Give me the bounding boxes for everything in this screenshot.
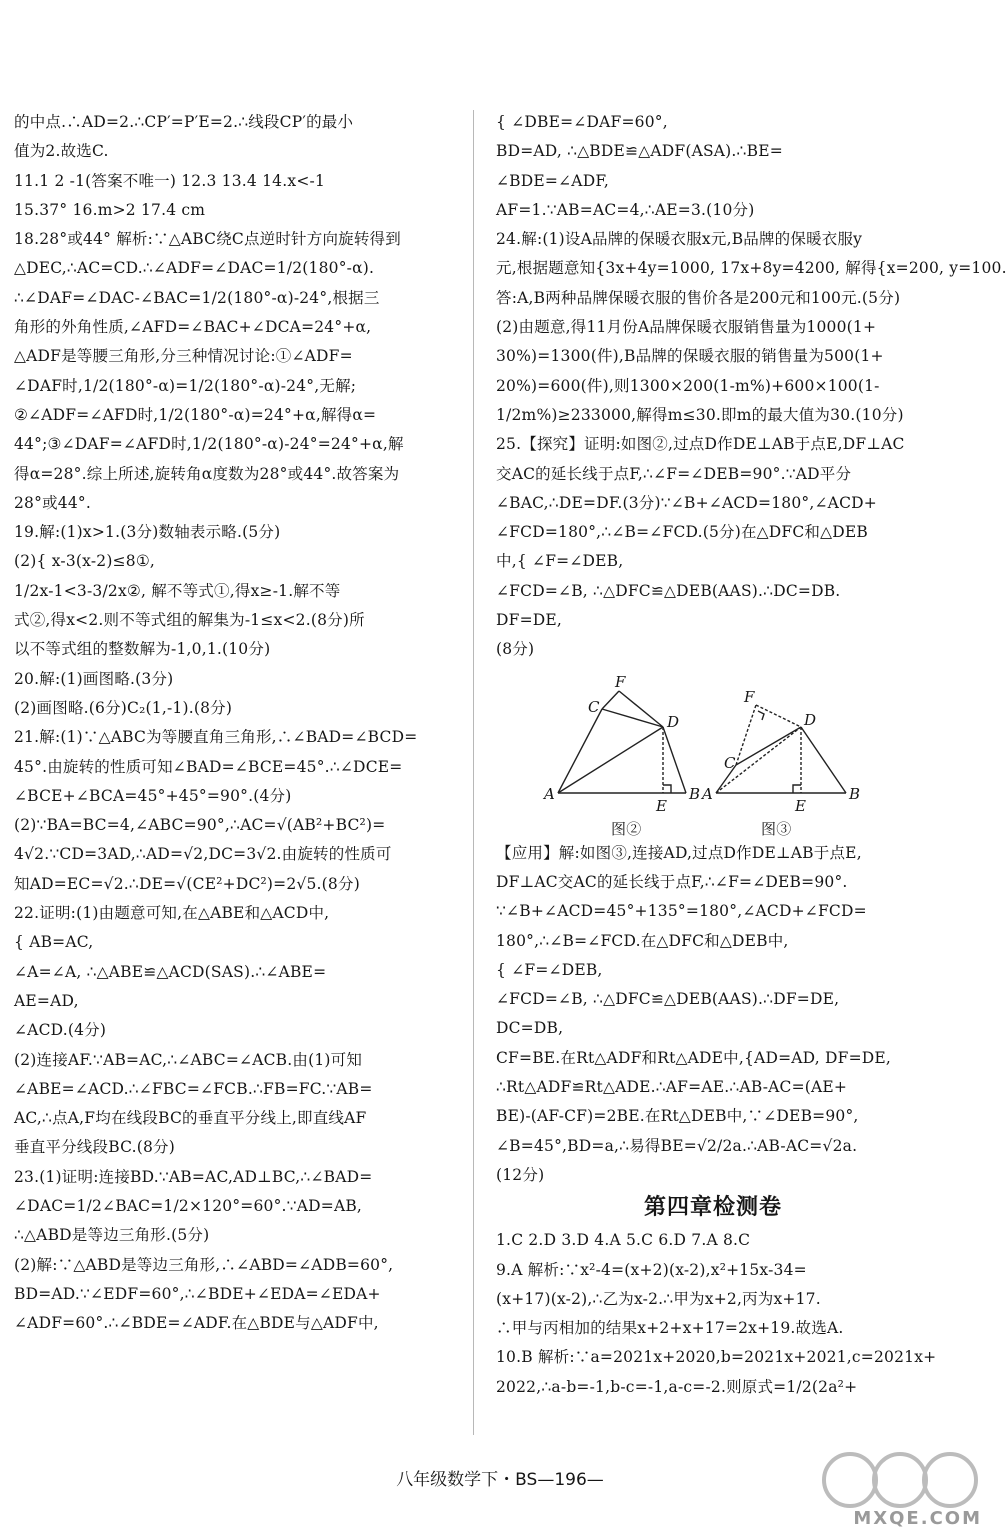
- application-line: BE)-(AF-CF)=2BE.在Rt△DEB中,∵∠DEB=90°,: [496, 1107, 859, 1126]
- left-column-line: BD=AD.∵∠EDF=60°,∴∠BDE+∠EDA=∠EDA+: [14, 1284, 381, 1303]
- fig3-label-d: D: [804, 710, 817, 729]
- left-column-line: ∠DAC=1/2∠BAC=1/2×120°=60°.∵AD=AB,: [14, 1196, 363, 1215]
- application-line: ∠FCD=∠B, ∴△DFC≌△DEB(AAS).∴DF=DE,: [496, 990, 840, 1009]
- fig3-label-b: B: [849, 784, 861, 803]
- fig3-right-angle-f: [758, 711, 764, 720]
- fig2-label-f: F: [615, 672, 626, 691]
- right-column-line: (8分): [496, 640, 535, 659]
- right-column-line: DF=DE,: [496, 611, 563, 630]
- right-column-line: BD=AD, ∴△BDE≌△ADF(ASA).∴BE=: [496, 142, 783, 161]
- left-column-line: 23.(1)证明:连接BD.∵AB=AC,AD⊥BC,∴∠BAD=: [14, 1167, 373, 1186]
- application-line: ∴Rt△ADF≌Rt△ADE.∴AF=AE.∴AB-AC=(AE+: [496, 1078, 848, 1097]
- right-column-top: [496, 108, 1007, 665]
- application-line: DC=DB,: [496, 1019, 564, 1038]
- left-column-line: 20.解:(1)画图略.(3分): [14, 669, 174, 688]
- chapter-answer-line: 2022,∴a-b=-1,b-c=-1,a-c=-2.则原式=1/2(2a²+: [496, 1377, 858, 1396]
- left-column-line: 18.28°或44° 解析:∵△ABC绕C点逆时针方向旋转得到: [14, 230, 401, 249]
- left-column-line: 知AD=EC=√2.∴DE=√(CE²+DC²)=2√5.(8分): [14, 874, 360, 893]
- right-column-line: { ∠DBE=∠DAF=60°,: [496, 113, 668, 131]
- fig2-side-fd: [619, 691, 663, 727]
- right-column-line: 25.【探究】证明:如图②,过点D作DE⊥AB于点E,DF⊥AC: [496, 435, 905, 454]
- chapter-answer-line: 1.C 2.D 3.D 4.A 5.C 6.D 7.A 8.C: [496, 1231, 751, 1250]
- left-column-line: 以不等式组的整数解为-1,0,1.(10分): [14, 640, 271, 659]
- right-column-line: 答:A,B两种品牌保暖衣服的售价各是200元和100元.(5分): [496, 288, 901, 307]
- fig2-label-d: D: [667, 712, 680, 731]
- fig2-side-ad: [558, 727, 663, 793]
- fig2-label-e: E: [656, 796, 668, 815]
- fig3-label-a: A: [702, 784, 714, 803]
- fig2-label-c: C: [588, 697, 600, 716]
- left-column-line: ∠A=∠A, ∴△ABE≌△ACD(SAS).∴∠ABE=: [14, 962, 327, 981]
- right-column-line: ∠BAC,∴DE=DF.(3分)∵∠B+∠ACD=180°,∠ACD+: [496, 493, 877, 512]
- left-column-line: ∴△ABD是等边三角形.(5分): [14, 1226, 210, 1245]
- fig2-caption: 图②: [611, 819, 642, 838]
- left-column-line: (2)∵BA=BC=4,∠ABC=90°,∴AC=√(AB²+BC²)=: [14, 816, 386, 835]
- left-column-line: 式②,得x<2.则不等式组的解集为-1≤x<2.(8分)所: [14, 611, 365, 630]
- application-line: 180°,∴∠B=∠FCD.在△DFC和△DEB中,: [496, 931, 789, 950]
- left-column-line: 21.解:(1)∵△ABC为等腰直角三角形,∴∠BAD=∠BCD=: [14, 728, 418, 747]
- left-column-line: 的中点.∴AD=2.∴CP′=P′E=2.∴线段CP′的最小: [14, 113, 354, 131]
- right-column-line: 交AC的延长线于点F,∴∠F=∠DEB=90°.∵AD平分: [496, 464, 852, 483]
- right-column-line: ∠BDE=∠ADF,: [496, 171, 609, 190]
- chapter-title: 第四章检测卷: [643, 1195, 782, 1221]
- right-column-line: ∠FCD=180°,∴∠B=∠FCD.(5分)在△DFC和△DEB: [496, 523, 868, 542]
- right-column-line: 中,{ ∠F=∠DEB,: [496, 552, 624, 571]
- application-line: ∠B=45°,BD=a,∴易得BE=√2/2a.∴AB-AC=√2a.: [496, 1136, 858, 1155]
- left-column-line: ②∠ADF=∠AFD时,1/2(180°-α)=24°+α,解得α=: [14, 405, 377, 424]
- left-column-line: 得α=28°.综上所述,旋转角α度数为28°或44°.故答案为: [14, 464, 400, 483]
- left-column-line: △ADF是等腰三角形,分三种情况讨论:①∠ADF=: [14, 347, 353, 366]
- application-line: DF⊥AC交AC的延长线于点F,∴∠F=∠DEB=90°.: [496, 872, 848, 891]
- figure-3: [716, 705, 846, 793]
- fig3-label-c: C: [724, 753, 736, 772]
- right-column: [496, 108, 1007, 1402]
- left-column-line: ∴∠DAF=∠DAC-∠BAC=1/2(180°-α)-24°,根据三: [14, 288, 380, 307]
- right-column-line: 30%)=1300(件),B品牌的保暖衣服的销售量为500(1+: [496, 347, 884, 366]
- fig2-side-cd: [602, 709, 663, 727]
- fig2-label-a: A: [544, 784, 556, 803]
- left-column-line: (2){ x-3(x-2)≤8①,: [14, 552, 156, 571]
- left-column-line: ∠ACD.(4分): [14, 1021, 107, 1040]
- right-column-line: (2)由题意,得11月份A品牌保暖衣服销售量为1000(1+: [496, 318, 877, 337]
- page-footer: 八年级数学下・BS—196—: [396, 1470, 604, 1490]
- left-column-line: 值为2.故选C.: [14, 142, 109, 161]
- left-column-line: AC,∴点A,F均在线段BC的垂直平分线上,即直线AF: [14, 1109, 367, 1128]
- fig3-label-f: F: [744, 687, 755, 706]
- left-column-line: ∠ABE=∠ACD.∴∠FBC=∠FCB.∴FB=FC.∵AB=: [14, 1079, 373, 1098]
- right-column-line: 元,根据题意知{3x+4y=1000, 17x+8y=4200, 解得{x=200, y=100.: [496, 259, 1007, 278]
- left-column-line: 28°或44°.: [14, 493, 91, 512]
- figure-area: [496, 665, 930, 815]
- left-column-line: ∠DAF时,1/2(180°-α)=1/2(180°-α)-24°,无解;: [14, 376, 357, 395]
- figure-captions: [496, 815, 930, 839]
- fig3-ext-cf: [736, 705, 756, 765]
- left-column-line: AE=AD,: [14, 991, 79, 1010]
- left-column-line: (2)连接AF.∵AB=AC,∴∠ABC=∠ACB.由(1)可知: [14, 1050, 363, 1069]
- chapter-answer-line: ∴甲与丙相加的结果x+2+x+17=2x+19.故选A.: [496, 1319, 844, 1338]
- left-column-line: 垂直平分线段BC.(8分): [14, 1138, 175, 1157]
- application-line: 【应用】解:如图③,连接AD,过点D作DE⊥AB于点E,: [496, 843, 862, 862]
- right-column-line: 24.解:(1)设A品牌的保暖衣服x元,B品牌的保暖衣服y: [496, 230, 863, 249]
- right-column-application: [496, 839, 930, 1191]
- left-column-line: 15.37° 16.m>2 17.4 cm: [14, 200, 206, 219]
- figure-2: [558, 691, 686, 793]
- application-line: ∵∠B+∠ACD=45°+135°=180°,∠ACD+∠FCD=: [496, 902, 867, 921]
- fig2-ext-cf: [602, 691, 619, 709]
- fig2-label-b: B: [689, 784, 701, 803]
- chapter-answer-line: (x+17)(x-2),∴乙为x-2.∴甲为x+2,丙为x+17.: [496, 1289, 821, 1308]
- fig3-right-angle: [793, 785, 801, 793]
- left-column-line: 角形的外角性质,∠AFD=∠BAC+∠DCA=24°+α,: [14, 318, 372, 337]
- fig2-side-ac: [558, 709, 602, 793]
- left-column-line: 22.证明:(1)由题意可知,在△ABE和△ACD中,: [14, 904, 330, 923]
- fig2-side-db: [663, 727, 686, 793]
- right-column-line: 20%)=600(件),则1300×200(1-m%)+600×100(1-: [496, 376, 880, 395]
- left-column-line: 45°.由旋转的性质可知∠BAD=∠BCE=45°.∴∠DCE=: [14, 757, 403, 776]
- left-column-line: ∠BCE+∠BCA=45°+45°=90°.(4分): [14, 786, 292, 805]
- fig3-side-cd: [736, 727, 801, 765]
- left-column-line: { AB=AC,: [14, 933, 94, 952]
- fig2-right-angle: [663, 785, 671, 793]
- fig3-caption: 图③: [761, 819, 792, 838]
- left-column-line: 11.1 2 -1(答案不唯一) 12.3 13.4 14.x<-1: [14, 171, 326, 190]
- left-column-line: △DEC,∴AC=CD.∴∠ADF=∠DAC=1/2(180°-α).: [14, 259, 375, 278]
- fig3-side-db: [801, 727, 846, 793]
- left-column: [14, 108, 450, 1338]
- application-line: (12分): [496, 1165, 545, 1184]
- right-column-line: AF=1.∵AB=AC=4,∴AE=3.(10分): [496, 200, 755, 219]
- application-line: CF=BE.在Rt△ADF和Rt△ADE中,{AD=AD, DF=DE,: [496, 1048, 892, 1067]
- left-column-line: 4√2.∵CD=3AD,∴AD=√2,DC=3√2.由旋转的性质可: [14, 845, 392, 864]
- chapter-answers: [496, 1226, 937, 1402]
- right-column-line: 1/2m%)≥233000,解得m≤30.即m的最大值为30.(10分): [496, 405, 904, 424]
- geometry-figures: [496, 665, 930, 815]
- left-column-line: 1/2x-1<3-3/2x②, 解不等式①,得x≥-1.解不等: [14, 581, 341, 600]
- fig3-label-e: E: [795, 796, 807, 815]
- left-column-line: (2)解:∵△ABD是等边三角形,∴∠ABD=∠ADB=60°,: [14, 1255, 394, 1274]
- chapter-answer-line: 10.B 解析:∵a=2021x+2020,b=2021x+2021,c=2021x+: [496, 1348, 937, 1367]
- left-column-line: 44°;③∠DAF=∠AFD时,1/2(180°-α)-24°=24°+α,解: [14, 435, 404, 454]
- application-line: { ∠F=∠DEB,: [496, 960, 603, 979]
- column-divider: [473, 110, 474, 1435]
- left-column-line: ∠ADF=60°.∴∠BDE=∠ADF.在△BDE与△ADF中,: [14, 1314, 379, 1333]
- left-column-line: 19.解:(1)x>1.(3分)数轴表示略.(5分): [14, 523, 281, 542]
- left-column-line: (2)画图略.(6分)C₂(1,-1).(8分): [14, 698, 233, 717]
- watermark-text: MXQE.COM: [853, 1508, 982, 1529]
- right-column-line: ∠FCD=∠B, ∴△DFC≌△DEB(AAS).∴DC=DB.: [496, 581, 841, 600]
- chapter-answer-line: 9.A 解析:∵x²-4=(x+2)(x-2),x²+15x-34=: [496, 1260, 807, 1279]
